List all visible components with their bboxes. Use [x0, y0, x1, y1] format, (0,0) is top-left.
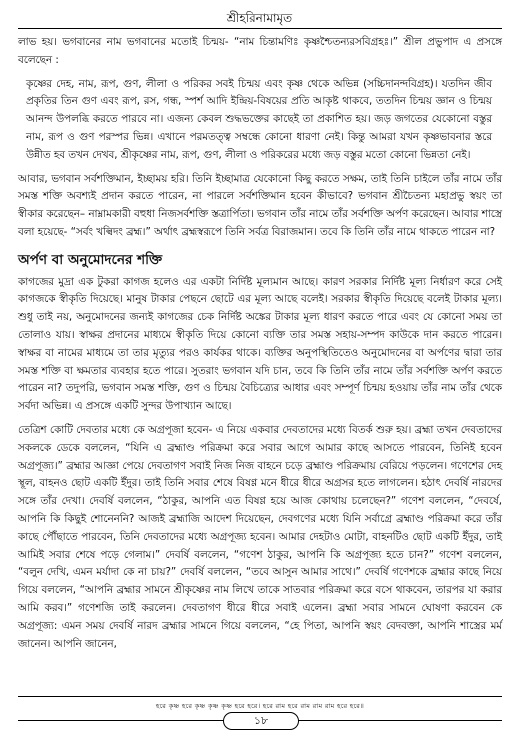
body-paragraph: আবার, ভগবান সর্বশক্তিমান, ইচ্ছাময় হরি। তিনি ইচ্ছামাত্র যেকোনো কিছু করতে সক্ষম, তাই তিনি চাইলে তাঁর নামে তাঁর সমস্ত শক্তি অবশ্যই প্রদান করতে পারেন, না পারলে সর্বশক্তিমান হবেন কীভাবে? ভগবান শ্রীচৈতন্য মহাপ্রভু স্বয়ং তা স্বীকার করেছেন– নাম্নামকারী বহুধা নিজসর্বশক্তি স্তত্রার্পিতা। ভগবান তাঁর নামে তাঁর সর্বশক্তি অর্পণ করেছেন। আবার শাস্ত্রে বলা হয়েছে- “সর্বং খল্বিদং ব্রহ্ম।” অর্থাৎ ব্রহ্মস্বরূপে তিনি সর্বত্র বিরাজমান। তবে কি তিনি তাঁর নামে থাকতে পারেন না?: [18, 172, 502, 238]
body-paragraph: কাগজের মুদ্রা এক টুকরা কাগজ হলেও এর একটা নির্দিষ্ট মূল্যমান আছে। কারণ সরকার নির্দিষ্ট মূল্য নির্ধারণ করে সেই কাগজকে স্বীকৃতি দিয়েছে। মানুষ টাকার পেছনে ছোটে এর মূল্য আছে বলেই। সরকার স্বীকৃতি দিয়েছে বলেই টাকার মূল্য। শুধু তাই নয়, অনুমোদনের জন্যই কাগজের চেক নির্দিষ্ট অঙ্কের টাকার মূল্য ধারণ করতে পারে এবং যে কোনো সময় তা তোলাও যায়। স্বাক্ষর প্রদানের মাধ্যমে স্বীকৃতি দিয়ে কোনো ব্যক্তি তার সমস্ত সহায়-সম্পদ কাউকে দান করতে পারেন। স্বাক্ষর বা নামের মাধ্যমে তা তার মৃত্যুর পরও কার্যকর থাকে। ব্যক্তির অনুপস্থিতিতেও অনুমোদনের বা অর্পণের দ্বারা তার সমস্ত শক্তি বা ক্ষমতার ব্যবহার হতে পারে। সুতরাং ভগবান যদি চান, তবে কি তিনি তাঁর নামে তাঁর সর্বশক্তি অর্পণ করতে পারেন না? তদুপরি, ভগবান সমস্ত শক্তি, গুণ ও চিন্ময় বৈচিত্র্যের আধার এবং সম্পূর্ণ চিন্ময় হওয়ায় তাঁর নাম তাঁর থেকে সর্বদা অভিন্ন। এ প্রসঙ্গে একটি সুন্দর উপাখ্যান আছে।: [18, 275, 502, 413]
intro-paragraph: লাভ হয়। ভগবানের নাম ভগবানের মতোই চিন্ময়- “নাম চিন্তামণিঃ কৃষ্ণশ্চৈতন্যরসবিগ্রহঃ।” শ্রীল প্রভুপাদ এ প্রসঙ্গে বলেছেন :: [18, 36, 502, 66]
page-body: [18, 34, 502, 653]
body-paragraph: তেত্রিশ কোটি দেবতার মধ্যে কে অগ্রপূজা হবেন- এ নিয়ে একবার দেবতাদের মধ্যে বিতর্ক শুরু হয়। ব্রহ্মা তখন দেবতাদের সকলকে ডেকে বললেন, “যিনি এ ব্রহ্মাণ্ড পরিক্রমা করে সবার আগে আমার কাছে আসতে পারবেন, তিনিই হবেন অগ্রপূজ্য।” ব্রহ্মার আজ্ঞা পেয়ে দেবতাগণ সবাই নিজ নিজ বাহনে চড়ে ব্রহ্মাণ্ড পরিক্রমায় বেরিয়ে পড়লেন। গণেশের দেহ স্থূল, বাহনও ছোট একটি ইঁদুর। তাই তিনি সবার শেষে বিষণ্ণ মনে ধীরে ধীরে অগ্রসর হতে লাগলেন। হঠাৎ দেবর্ষি নারদের সঙ্গে তাঁর দেখা। দেবর্ষি বললেন, “ঠাকুর, আপনি এত বিষণ্ণ হয়ে আজ কোথায় চলেছেন?” গণেশ বললেন, “দেবর্ষে, আপনি কি কিছুই শোনেননি? আজই ব্রহ্মাজি আদেশ দিয়েছেন, দেবগণের মধ্যে যিনি সর্বাগ্রে ব্রহ্মাণ্ড পরিক্রমা করে তাঁর কাছে পৌঁছাতে পারবেন, তিনি দেবতাদের মধ্যে অগ্রপূজ্য হবেন। আমার দেহটাও মোটা, বাহনটিও ছোট একটি ইঁদুর, তাই আমিই সবার শেষে পড়ে গেলাম।” দেবর্ষি বললেন, “গণেশ ঠাকুর, আপনি কি অগ্রপূজ্য হতে চান?” গণেশ বললেন, “বলুন দেখি, এমন মর্যাদা কে না চায়?” দেবর্ষি বললেন, “তবে আসুন আমার সাথে।” দেবর্ষি গণেশকে ব্রহ্মার কাছে নিয়ে গিয়ে বললেন, “আপনি ব্রহ্মার সামনে শ্রীকৃষ্ণের নাম লিখে তাকে সাতবার পরিক্রমা করে বসে থাকবেন, তারপর যা করার আমি করব।” গণেশজি তাই করলেন। দেবতাগণ ধীরে ধীরে সবাই এলেন। ব্রহ্মা সবার সামনে ঘোষণা করবেন কে অগ্রপূজ্য: এমন সময় দেবর্ষি নারদ ব্রহ্মার সামনে গিয়ে বললেন, “হে পিতা, আপনি স্বয়ং বেদবক্তা, আপনি শাস্ত্রের মর্ম জানেন। আপনি জানেন,: [18, 423, 502, 650]
footer-mantra: হরে কৃষ্ণ হরে কৃষ্ণ কৃষ্ণ কৃষ্ণ হরে হরে। হরে রাম হরে রাম রাম রাম হরে হরে॥: [155, 702, 365, 710]
footer-rule: [18, 696, 502, 697]
block-quote: কৃষ্ণের দেহ, নাম, রূপ, গুণ, লীলা ও পরিকর সবই চিন্ময় এবং কৃষ্ণ থেকে অভিন্ন (সচ্চিদানন্দবিগ্রহ)। যতদিন জীব প্রকৃতির তিন গুণ এবং রূপ, রস, গন্ধ, স্পর্শ আদি ইন্দ্রিয়-বিষয়ের প্রতি আকৃষ্ট থাকবে, ততদিন চিন্ময় জ্ঞান ও চিন্ময় আনন্দ উপলব্ধি করতে পারবে না। এজন্য কেবল শুদ্ধভক্তের কাছেই তা প্রকাশিত হয়। জড় জগতের যেকোনো বস্তুর নাম, রূপ ও গুণ পরস্পর ভিন্ন। এখানে পরমতত্ত্ব সম্বন্ধে কোনো ধারণা নেই। কিন্তু আমরা যখন কৃষ্ণভাবনার স্তরে উন্নীত হব তখন দেখব, শ্রীকৃষ্ণের নাম, রূপ, গুণ, লীলা ও পরিকরের মধ্যে জড় বস্তুর মতো কোনো ভিন্নতা নেই।: [26, 77, 492, 161]
page-number: ১৮: [223, 712, 299, 730]
header-rule: [18, 28, 502, 29]
page-header-title: শ্রীহরিনামামৃত: [226, 11, 293, 25]
section-heading: অর্পণ বা অনুমোদনের শক্তি: [18, 251, 163, 268]
